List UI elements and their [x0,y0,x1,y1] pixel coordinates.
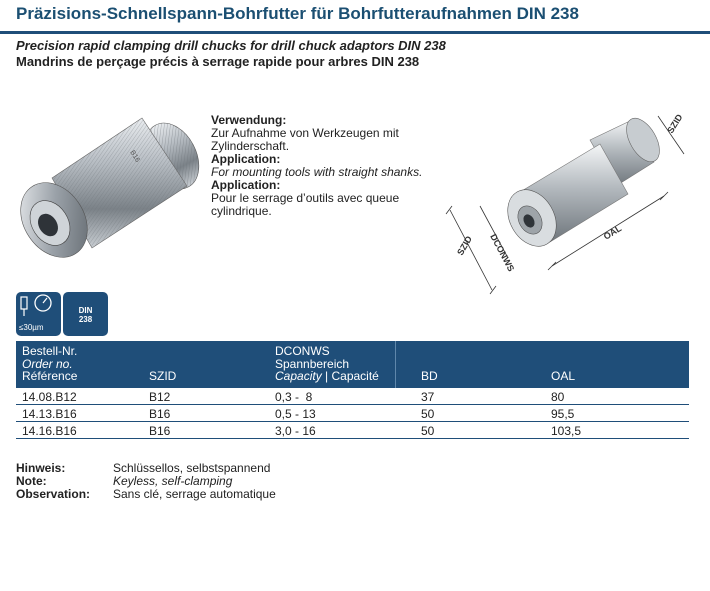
label-szid: SZID [665,112,685,136]
page-title: Präzisions-Schnellspann-Bohrfutter für Bohrfutteraufnahmen DIN 238 [16,4,579,23]
header-oal: OAL [551,369,576,383]
usage-en-heading: Application: [211,152,281,166]
header-capacity-fr: Capacité [331,369,379,383]
cell-bd: 50 [421,424,435,438]
table-row [16,406,689,422]
header-order-en: Order no. [22,356,73,371]
dimension-diagram [440,96,702,296]
din-number: 238 [78,315,93,324]
cell-order: 14.16.B16 [22,424,77,438]
cell-szid: B16 [149,424,171,438]
label-oal: OAL [601,223,624,242]
note-de-value: Schlüssellos, selbstspannend [113,461,271,475]
chuck-engraving-text: B16 [128,149,141,164]
header-order-fr: Référence [22,369,78,383]
usage-fr-text-2: cylindrique. [211,204,272,218]
usage-de-heading: Verwendung: [211,113,287,127]
dial-gauge-icon [16,292,61,322]
note-en-label: Note: [16,474,47,488]
note-de-label: Hinweis: [16,461,66,475]
cell-bd: 50 [421,407,435,421]
subtitle-english: Precision rapid clamping drill chucks for drill chuck adaptors DIN 238 [16,38,446,53]
usage-description [211,114,441,218]
cell-oal: 103,5 [551,424,582,438]
cell-oal: 80 [551,390,565,404]
subtitle-french: Mandrins de perçage précis à serrage rapide pour arbres DIN 238 [16,54,420,69]
header-szid: SZID [149,369,177,383]
cell-range: 0,5 - 13 [275,407,316,421]
cell-range: 3,0 - 16 [275,424,316,438]
usage-de-text-1: Zur Aufnahme von Werkzeugen mit [211,126,399,140]
table-row [16,423,689,439]
cell-oal: 95,5 [551,407,575,421]
header-capacity-en: Capacity [275,369,322,383]
header-column-divider [395,341,396,388]
din-label: DIN [78,306,93,315]
table-header [16,341,689,388]
cell-bd: 37 [421,390,435,404]
note-en-value: Keyless, self-clamping [113,474,233,488]
header-order-de: Bestell-Nr. [22,344,78,358]
cell-szid: B16 [149,407,171,421]
usage-fr-heading: Application: [211,178,281,192]
runout-value: ≤30µm [19,323,44,332]
header-spannbereich: Spannbereich [275,356,350,371]
header-bd: BD [421,369,438,383]
note-fr-value: Sans clé, serrage automatique [113,487,276,501]
header-capacity-sep: | [321,369,332,383]
runout-accuracy-badge [16,292,61,336]
usage-fr-text-1: Pour le serrage d’outils avec queue [211,191,400,205]
table-row [16,389,689,405]
cell-order: 14.08.B12 [22,390,77,404]
usage-de-text-2: Zylinderschaft. [211,139,290,153]
cell-szid: B12 [149,390,171,404]
cell-order: 14.13.B16 [22,407,77,421]
usage-en-text: For mounting tools with straight shanks. [211,165,423,179]
header-dconws: DCONWS [275,344,330,358]
title-divider [0,31,710,34]
note-fr-label: Observation: [16,487,91,501]
label-bd: SZID [455,234,474,257]
label-dconws: DCONWS [488,232,517,274]
cell-range: 0,3 - 8 [275,390,313,404]
din-standard-badge [63,292,108,336]
drill-chuck-product-image [12,108,208,268]
